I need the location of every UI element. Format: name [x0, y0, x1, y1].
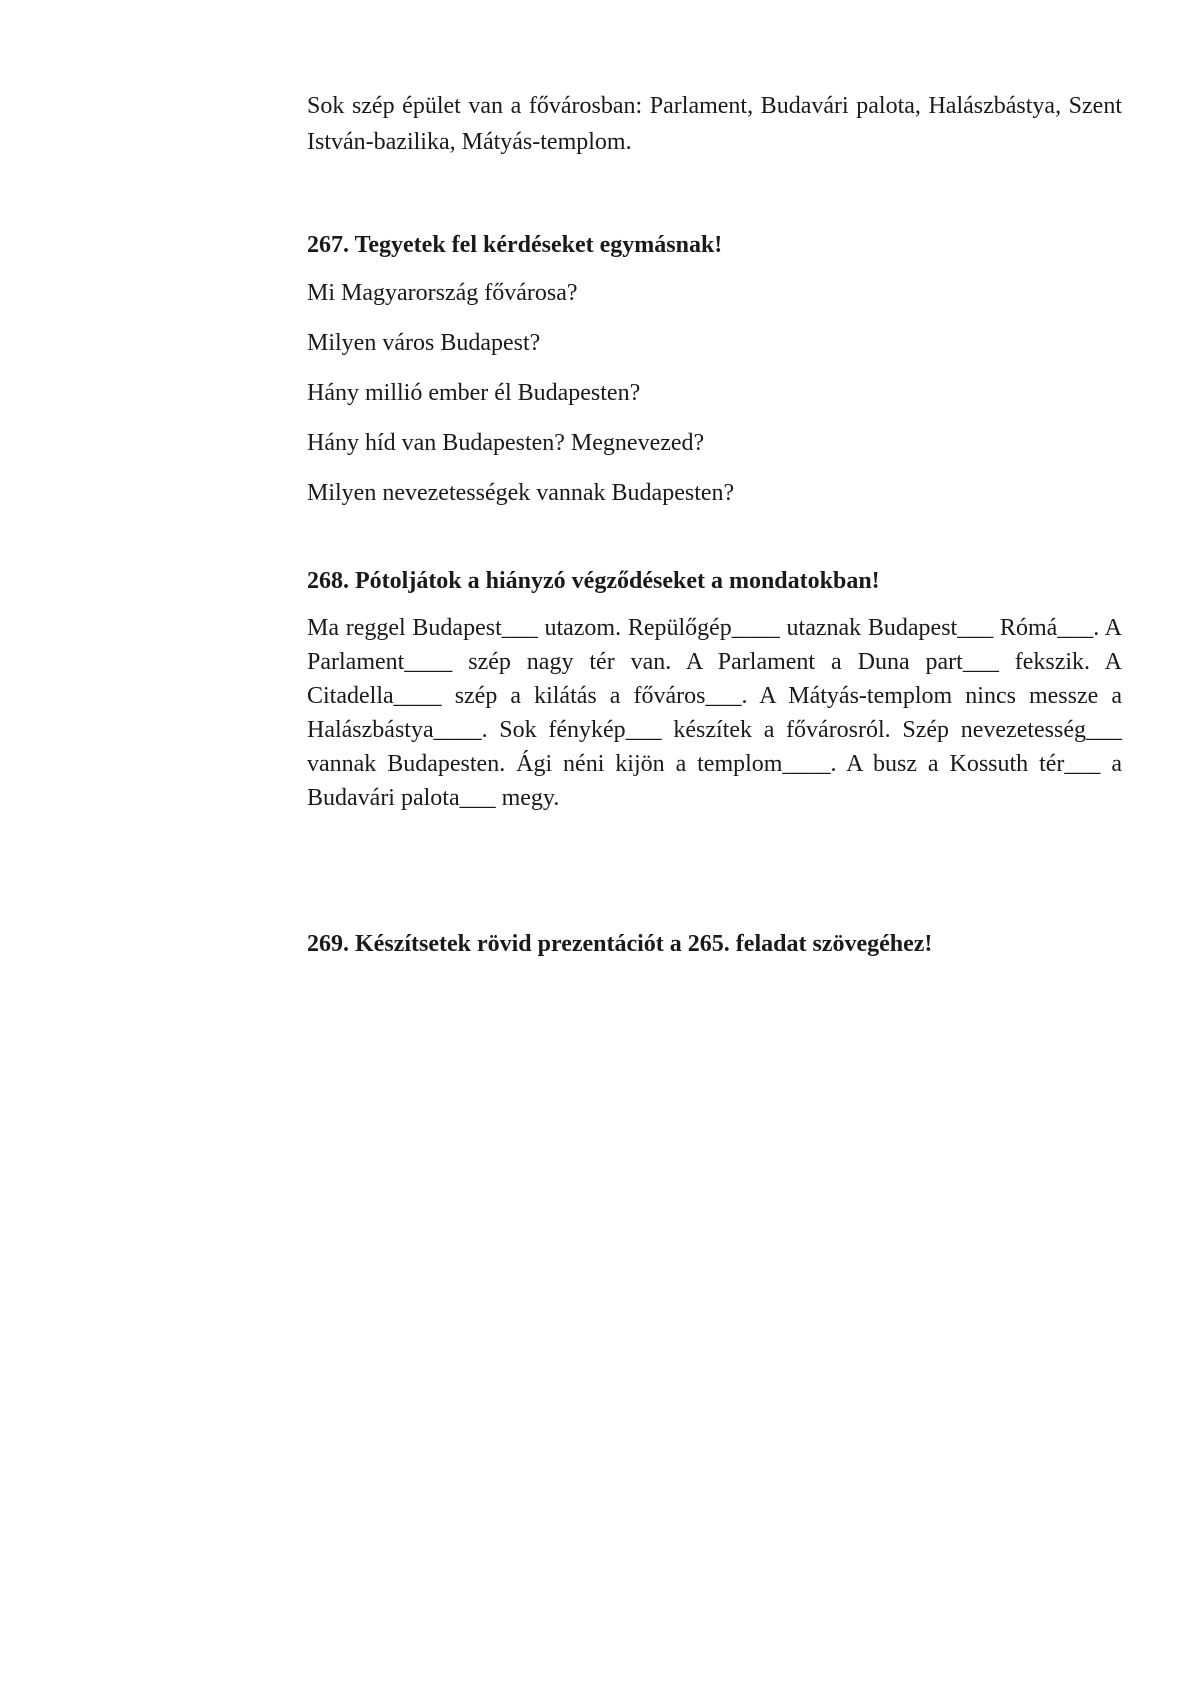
document-page — [307, 88, 1122, 959]
question-item: Milyen nevezetességek vannak Budapesten? — [307, 480, 735, 506]
intro-paragraph: Sok szép épület van a fővárosban: Parlament, Budavári palota, Halászbástya, Szent István-bazilika, Mátyás-templom. — [307, 93, 1122, 155]
exercise-267-heading: 267. Tegyetek fel kérdéseket egymásnak! — [307, 232, 723, 258]
question-item: Hány híd van Budapesten? Megnevezed? — [307, 430, 705, 456]
exercise-268-text: Ma reggel Budapest___ utazom. Repülőgép____ utaznak Budapest___ Rómá___. A Parlament____ szép nagy tér van. A Parlament a Duna part___ fekszik. A Citadella____ szép a kilátás a főváros___. A Mátyás-templom nincs messze a Halászbástya____. Sok fénykép___ készítek a fővárosról. Szép nevezetesség___ vannak Budapesten. Ági néni kijön a templom____. A busz a Kossuth tér___ a Budavári palota___ megy. — [307, 615, 1122, 811]
exercise-269-heading: 269. Készítsetek rövid prezentációt a 265. feladat szövegéhez! — [307, 931, 933, 957]
question-item: Milyen város Budapest? — [307, 330, 541, 356]
exercise-267-questions — [307, 278, 1122, 508]
exercise-268-heading: 268. Pótoljátok a hiányzó végződéseket a mondatokban! — [307, 568, 880, 594]
question-item: Mi Magyarország fővárosa? — [307, 280, 578, 306]
question-item: Hány millió ember él Budapesten? — [307, 380, 641, 406]
